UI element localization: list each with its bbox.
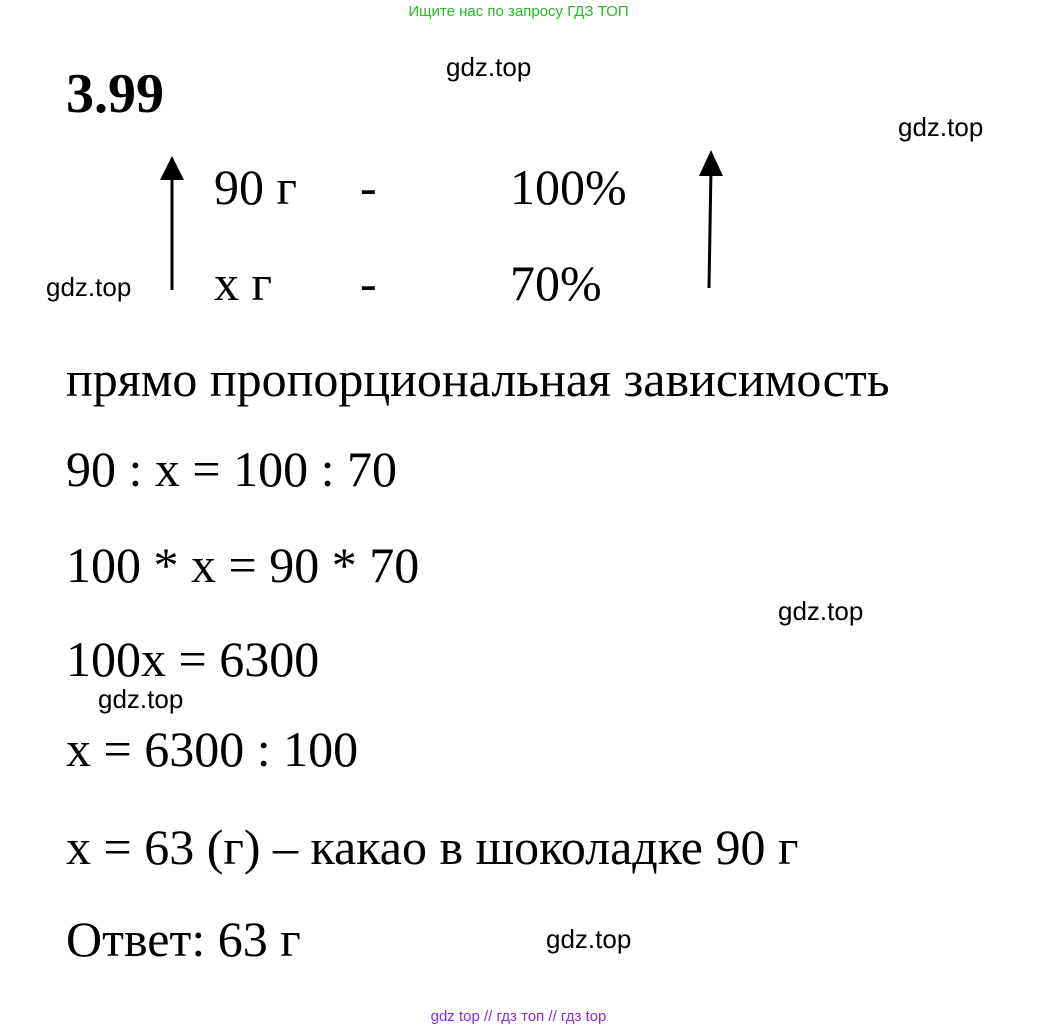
footer-links[interactable]: gdz top // гдз топ // гдз top	[430, 1008, 607, 1025]
watermark: gdz.top	[98, 684, 184, 714]
proportion-row2-dash: -	[360, 255, 377, 311]
solution-line: 100х = 6300	[66, 631, 320, 687]
proportion-row2-left: х г	[214, 255, 273, 311]
solution-line: 90 : х = 100 : 70	[66, 441, 397, 497]
watermark: gdz.top	[898, 112, 984, 142]
watermark: gdz.top	[778, 596, 864, 626]
proportion-row1-left: 90 г	[214, 159, 298, 215]
watermark: gdz.top	[546, 924, 632, 954]
problem-number: 3.99	[66, 63, 164, 125]
watermark: gdz.top	[46, 272, 132, 302]
solution-line: 100 * х = 90 * 70	[66, 537, 420, 593]
left-up-arrow-icon	[152, 152, 192, 292]
watermark: gdz.top	[446, 52, 532, 82]
solution-line: прямо пропорциональная зависимость	[66, 351, 890, 407]
solution-line: х = 6300 : 100	[66, 721, 359, 777]
proportion-row1-right: 100%	[510, 159, 627, 215]
answer-line: Ответ: 63 г	[66, 911, 301, 967]
top-banner[interactable]: Ищите нас по запросу ГДЗ ТОП	[408, 3, 629, 20]
right-up-arrow-icon	[690, 146, 730, 290]
proportion-row1-dash: -	[360, 159, 377, 215]
solution-line: х = 63 (г) – какао в шоколадке 90 г	[66, 819, 799, 875]
proportion-row2-right: 70%	[510, 255, 602, 311]
